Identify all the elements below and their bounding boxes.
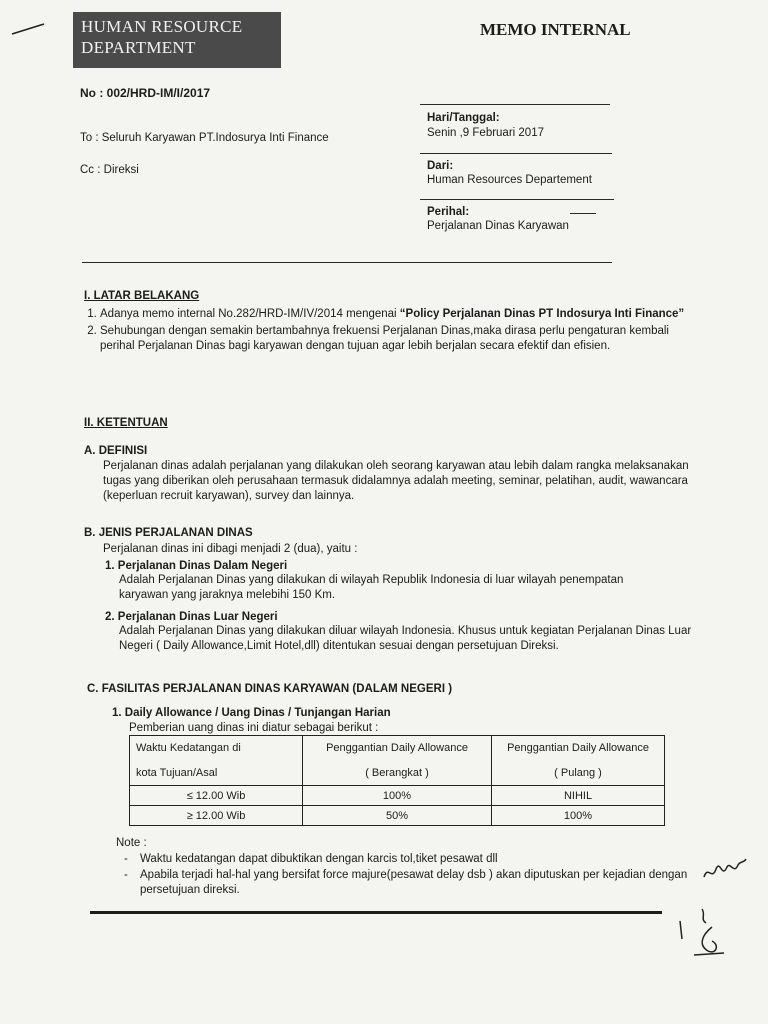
list-item: 2. Sehubungan dengan semakin bertambahnya frekuensi Perjalanan Dinas,maka dirasa perlu pengaturan kembali perihal Perjalanan Dinas bagi karyawan dengan tujuan agar lebih berjalan secara efektif dan efisien. [100, 324, 696, 354]
travel-type-heading: B. JENIS PERJALANAN DINAS [84, 527, 253, 539]
cell-return: NIHIL [492, 786, 665, 806]
department-line-1: HUMAN RESOURCE [81, 17, 243, 36]
overseas-text: Adalah Perjalanan Dinas yang dilakukan diluar wilayah Indonesia. Khusus untuk kegiatan Perjalanan Dinas Luar Negeri ( Daily Allowance,Limit Hotel,dll) ditentukan sesuai dengan persetujuan Direksi. [119, 625, 692, 652]
allowance-table [129, 735, 665, 826]
policy-title: “Policy Perjalanan Dinas PT Indosurya Inti Finance” [399, 308, 685, 320]
cell-depart: 50% [303, 806, 492, 826]
cell-return: 100% [492, 806, 665, 826]
note-1-text: Waktu kedatangan dapat dibuktikan dengan karcis tol,tiket pesawat dll [140, 853, 498, 865]
header-cell-return: Penggantian Daily Allowance [492, 736, 665, 761]
from-label: Dari: [427, 160, 454, 172]
header-divider [82, 262, 612, 263]
cell-time: ≤ 12.00 Wib [130, 786, 303, 806]
definition-text: Perjalanan dinas adalah perjalanan yang dilakukan oleh seorang karyawan atau lebih dalam rangka melaksanakan tugas yang diberikan oleh perusahaan termasuk didalamnya adalah meeting, seminar, pelatihan, audit, wawancara (keperluan recruit karyawan), survey dan lainnya. [103, 460, 689, 502]
day-date-value: Senin ,9 Februari 2017 [427, 127, 544, 139]
cc-line: Cc : Direksi [80, 164, 139, 176]
table-row [130, 806, 665, 826]
table-header-row [130, 736, 665, 761]
note-label: Note : [116, 837, 147, 849]
short-mark [570, 213, 596, 214]
domestic-title: 1. Perjalanan Dinas Dalam Negeri [105, 560, 288, 572]
footer-divider [90, 911, 662, 914]
day-date-label: Hari/Tanggal: [427, 112, 500, 124]
signature-icon [672, 905, 732, 965]
cell-depart: 100% [303, 786, 492, 806]
note-1 [124, 852, 684, 867]
divider-line [420, 153, 612, 154]
subject-label: Perihal: [427, 206, 470, 218]
pen-mark [10, 22, 46, 36]
daily-allowance-title: 1. Daily Allowance / Uang Dinas / Tunjangan Harian [112, 707, 391, 719]
header-cell-arrival-sub: kota Tujuan/Asal [130, 761, 303, 786]
header-cell-return-sub: ( Pulang ) [492, 761, 665, 786]
travel-type-intro: Perjalanan dinas ini dibagi menjadi 2 (dua), yaitu : [103, 543, 358, 555]
bullet-dash: - [124, 853, 128, 865]
header-cell-arrival: Waktu Kedatangan di [130, 736, 303, 761]
list-item [100, 307, 696, 322]
note-2 [124, 868, 696, 898]
memo-number: No : 002/HRD-IM/I/2017 [80, 86, 211, 100]
daily-allowance-intro: Pemberian uang dinas ini diatur sebagai berikut : [129, 722, 379, 734]
facilities-heading: C. FASILITAS PERJALANAN DINAS KARYAWAN (DALAM NEGERI ) [87, 683, 453, 695]
from-value: Human Resources Departement [427, 174, 592, 186]
overseas-title: 2. Perjalanan Dinas Luar Negeri [105, 611, 278, 623]
item-1-text: Adanya memo internal No.282/HRD-IM/IV/2014 mengenai [100, 308, 400, 320]
divider-line [420, 199, 614, 200]
initial-signature-icon [700, 855, 750, 885]
memo-title: MEMO INTERNAL [480, 20, 631, 39]
subject-value: Perjalanan Dinas Karyawan [427, 220, 569, 232]
note-2-text: Apabila terjadi hal-hal yang bersifat force majure(pesawat delay dsb ) akan diputuskan per kejadian dengan persetujuan direksi. [140, 869, 688, 896]
cell-time: ≥ 12.00 Wib [130, 806, 303, 826]
table-row [130, 786, 665, 806]
section-1-list [84, 307, 696, 356]
definition-heading: A. DEFINISI [84, 445, 148, 457]
section-2-heading: II. KETENTUAN [84, 417, 168, 429]
department-logo-box [73, 12, 281, 68]
to-line: To : Seluruh Karyawan PT.Indosurya Inti Finance [80, 132, 329, 144]
divider-line [420, 104, 610, 105]
bullet-dash: - [124, 869, 128, 881]
table-header-row [130, 761, 665, 786]
department-line-2: DEPARTMENT [81, 38, 196, 57]
header-cell-depart-sub: ( Berangkat ) [303, 761, 492, 786]
domestic-text: Adalah Perjalanan Dinas yang dilakukan di wilayah Republik Indonesia di luar wilayah penempatan karyawan yang jaraknya melebihi 150 Km. [119, 574, 624, 601]
header-cell-depart: Penggantian Daily Allowance [303, 736, 492, 761]
section-1-heading: I. LATAR BELAKANG [84, 290, 200, 302]
